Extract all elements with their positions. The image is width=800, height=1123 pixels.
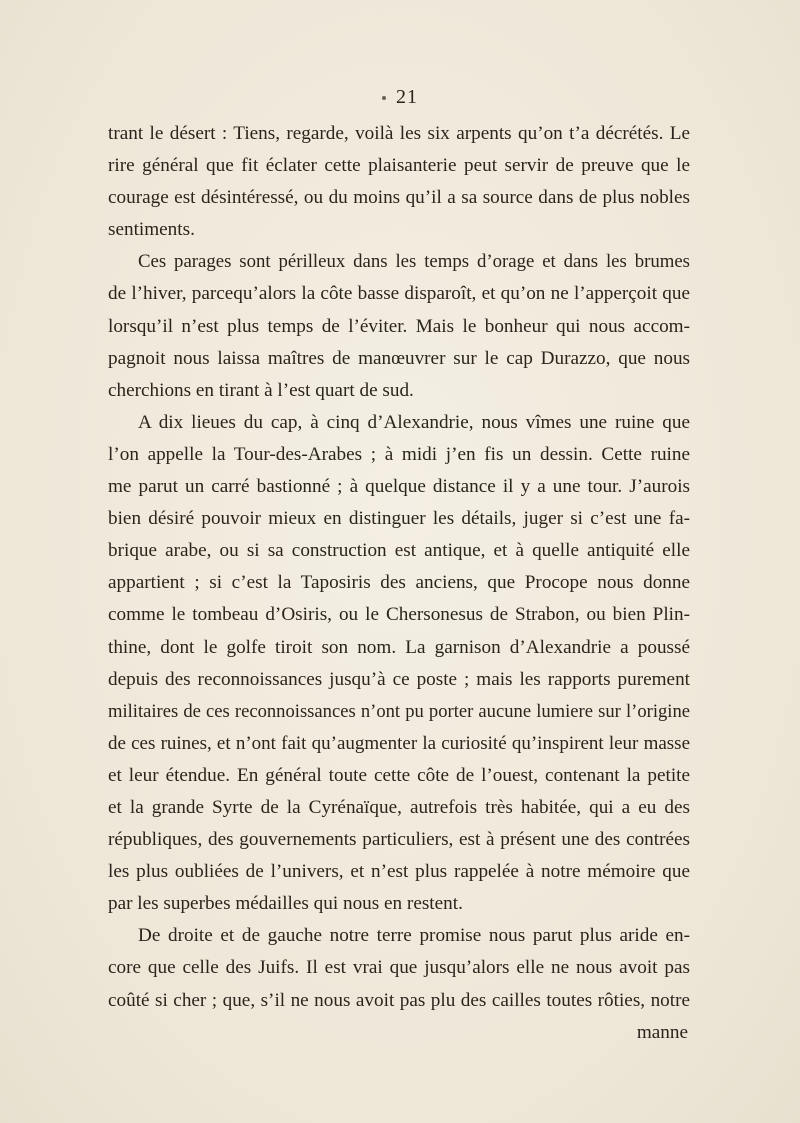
text-line: pagnoit nous laissa maîtres de manœuvrer sur le cap Durazzo, que nous [108, 347, 690, 369]
text-line: core que celle des Juifs. Il est vrai que jusqu’alors elle ne nous avoit pas [108, 957, 690, 979]
text-line: bien désiré pouvoir mieux en distinguer les détails, juger si c’est une fa- [108, 508, 690, 530]
text-line: cherchions en tirant à l’est quart de sud. [108, 379, 414, 401]
text-line: A dix lieues du cap, à cinq d’Alexandrie, nous vîmes une ruine que [138, 411, 690, 433]
text-line: brique arabe, ou si sa construction est antique, et à quelle antiquité elle [108, 540, 690, 562]
paragraph-3 [108, 407, 690, 921]
text-line: De droite et de gauche notre terre promise nous parut plus aride en- [138, 925, 690, 947]
text-line: courage est désintéressé, ou du moins qu’il a sa source dans de plus nobles [108, 187, 690, 209]
ink-dot [382, 96, 386, 100]
text-line: coûté si cher ; que, s’il ne nous avoit pas plu des cailles toutes rôties, notre [108, 989, 690, 1011]
text-line: et leur étendue. En général toute cette côte de l’ouest, contenant la petite [108, 764, 690, 786]
text-line: me parut un carré bastionné ; à quelque distance il y a une tour. J’aurois [108, 476, 690, 498]
page-number [0, 86, 800, 109]
text-line: par les superbes médailles qui nous en restent. [108, 893, 463, 915]
paragraph-2 [108, 246, 690, 406]
text-line: l’on appelle la Tour-des-Arabes ; à midi j’en fis un dessin. Cette ruine [108, 443, 690, 465]
text-line: Ces parages sont périlleux dans les temps d’orage et dans les brumes [138, 251, 690, 273]
text-line: les plus oubliées de l’univers, et n’est plus rappelée à notre mémoire que [108, 861, 690, 883]
body-text [108, 118, 690, 1049]
paragraph-4 [108, 920, 690, 1048]
paragraph-1 [108, 118, 690, 246]
text-line: thine, dont le golfe tiroit son nom. La garnison d’Alexandrie a poussé [108, 636, 690, 658]
text-line: comme le tombeau d’Osiris, ou le Chersonesus de Strabon, ou bien Plin- [108, 604, 690, 626]
text-line: lorsqu’il n’est plus temps de l’éviter. Mais le bonheur qui nous accom- [108, 315, 690, 337]
text-line: de l’hiver, parcequ’alors la côte basse disparoît, et qu’on ne l’apperçoit que [108, 283, 690, 305]
catchword: manne [636, 1021, 688, 1043]
text-line: républiques, des gouvernements particuliers, est à présent une des contrées [108, 829, 690, 851]
text-line: militaires de ces reconnoissances n’ont pu porter aucune lumiere sur l’origine [108, 700, 690, 722]
text-line: sentiments. [108, 219, 195, 241]
text-line: appartient ; si c’est la Taposiris des anciens, que Procope nous donne [108, 572, 690, 594]
page-number-text: 21 [396, 86, 418, 108]
text-line: et la grande Syrte de la Cyrénaïque, autrefois très habitée, qui a eu des [108, 796, 690, 818]
text-line: de ces ruines, et n’ont fait qu’augmenter la curiosité qu’inspirent leur masse [108, 732, 690, 754]
text-line: trant le désert : Tiens, regarde, voilà les six arpents qu’on t’a décrétés. Le [108, 123, 690, 144]
text-line: rire général que fit éclater cette plaisanterie peut servir de preuve que le [108, 155, 690, 177]
text-line: depuis des reconnoissances jusqu’à ce poste ; mais les rapports purement [108, 668, 690, 690]
